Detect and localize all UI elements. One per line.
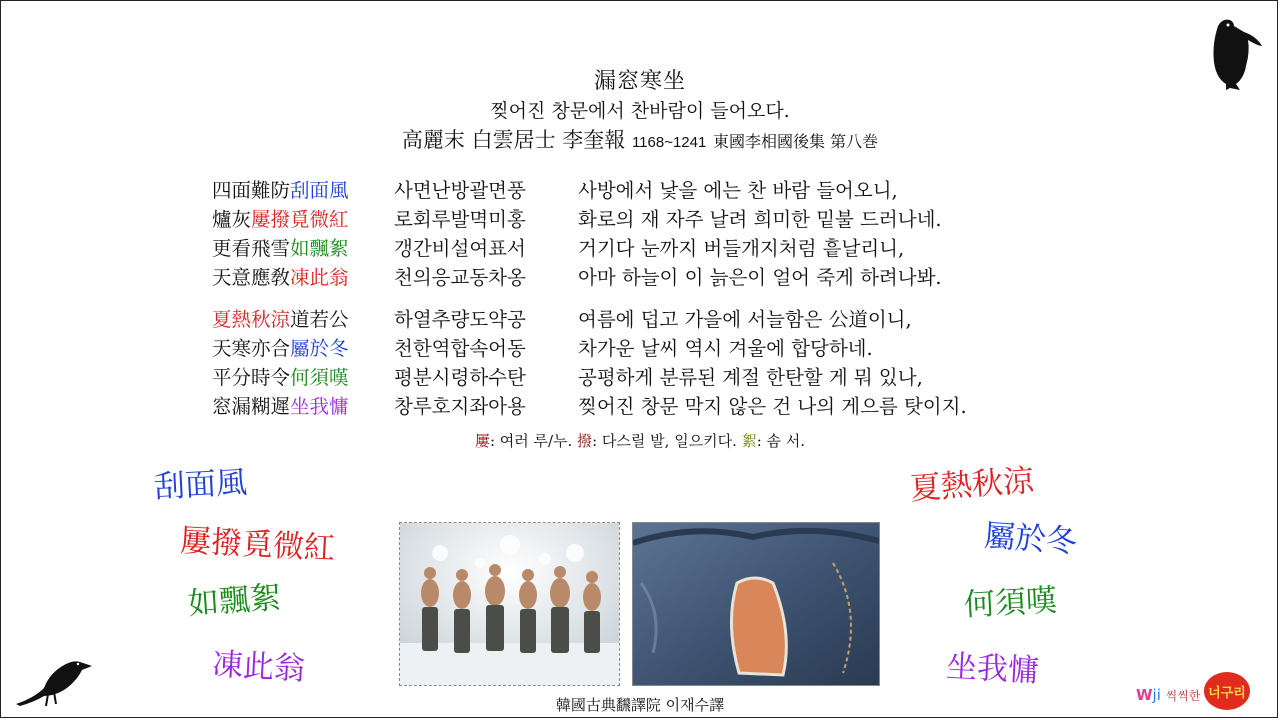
poem-line: [212, 363, 967, 392]
poem-hanja: 爐灰屢撥覓微紅: [212, 208, 349, 231]
poem-translation: 거기다 눈까지 버들개지처럼 흩날리니,: [578, 237, 905, 260]
author-years: 1168~1241: [631, 134, 707, 151]
poem-title: 漏窓寒坐: [593, 69, 686, 94]
poem-body: [212, 176, 967, 421]
author-line: [0, 124, 1280, 154]
poem-line: [212, 334, 967, 363]
translation-credit: 韓國古典飜譯院 이재수譯: [555, 696, 725, 714]
poem-translation: 차가운 날씨 역시 겨울에 합당하네.: [578, 337, 873, 360]
snow-soldiers-photo: [399, 522, 620, 686]
poem-reading: 천의응교동차옹: [394, 266, 526, 289]
poem-line: [212, 176, 967, 205]
callout-left-2: 屢撥覓微紅: [179, 522, 336, 568]
torn-jeans-photo: [632, 522, 880, 686]
poem-line: [212, 205, 967, 234]
poem-hanja: 夏熱秋涼道若公: [212, 308, 349, 331]
poem-hanja: 四面難防刮面風: [212, 179, 349, 202]
callout-right-2: 屬於冬: [982, 517, 1079, 561]
callout-right-3: 何須嘆: [963, 582, 1058, 624]
callout-left-1: 刮面風: [153, 464, 248, 506]
callout-right-4: 坐我慵: [945, 648, 1040, 690]
poem-translation: 공평하게 분류된 계절 한탄할 게 뭐 있나,: [578, 366, 923, 389]
poem-reading: 로회루발멱미홍: [394, 208, 526, 231]
callout-left-4: 凍此翁: [211, 646, 306, 688]
poem-translation: 아마 하늘이 이 늙은이 얼어 죽게 하려나봐.: [578, 266, 942, 289]
poem-reading: 창루호지좌아용: [394, 395, 526, 418]
poem-line: [212, 234, 967, 263]
poem-line: [212, 392, 967, 421]
callout-left-3: 如飄絮: [186, 579, 283, 623]
author-source: 東國李相國後集 第八巻: [713, 132, 879, 151]
poem-reading: 사면난방괄면풍: [394, 179, 526, 202]
poem-hanja: 天意應敎凍此翁: [212, 266, 349, 289]
author-name: 高麗末 白雲居士 李奎報: [401, 128, 626, 152]
poem-subtitle: 찢어진 창문에서 찬바람이 들어오다.: [490, 100, 790, 122]
glossary-note: 屢: 여러 루/누. 撥: 다스릴 발, 일으키다. 絮: 솜 서.: [474, 432, 806, 450]
poem-reading: 갱간비설여표서: [394, 237, 526, 260]
poem-line: [212, 263, 967, 292]
poem-reading: 하열추량도약공: [394, 308, 526, 331]
poem-hanja: 天寒亦合屬於冬: [212, 337, 349, 360]
poem-translation: 찢어진 창문 막지 않은 건 나의 게으름 탓이지.: [578, 395, 967, 418]
poem-line: [212, 305, 967, 334]
poem-translation: 화로의 재 자주 날려 희미한 밑불 드러나네.: [578, 208, 942, 231]
poem-translation: 사방에서 낯을 에는 찬 바람 들어오니,: [578, 179, 898, 202]
poem-hanja: 更看飛雪如飄絮: [212, 237, 349, 260]
poem-hanja: 窓漏糊遲坐我慵: [212, 395, 349, 418]
poem-translation: 여름에 덥고 가을에 서늘함은 公道이니,: [578, 308, 912, 331]
poem-reading: 평분시령하수탄: [394, 366, 526, 389]
poem-reading: 천한역합속어동: [394, 337, 526, 360]
poem-hanja: 平分時令何須嘆: [212, 366, 349, 389]
raccoon-badge-icon: 너구리: [1204, 672, 1250, 710]
brand-logo: Wji 씩씩한: [1136, 686, 1201, 704]
callout-right-1: 夏熱秋涼: [908, 462, 1036, 508]
